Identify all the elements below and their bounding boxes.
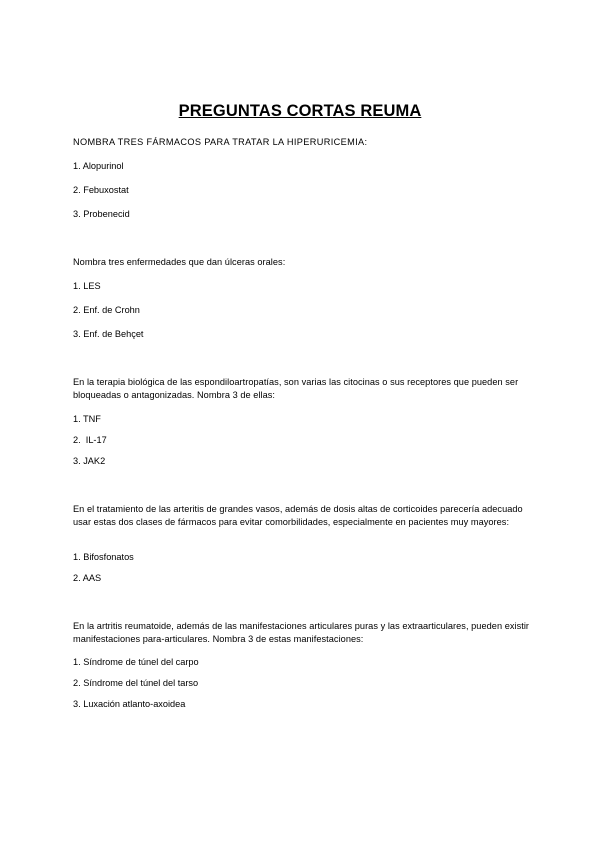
answer-text: 2. Síndrome del túnel del tarso: [73, 678, 199, 688]
answer-text: 3. Luxación atlanto-axoidea: [73, 699, 186, 709]
answer-text: 2. AAS: [73, 573, 102, 583]
answer-item: [73, 656, 533, 669]
answer-item: [73, 698, 533, 711]
question-block-3: [73, 376, 533, 402]
answer-item: [73, 413, 533, 426]
answer-text: 3. Probenecid: [73, 209, 130, 219]
answer-item: [73, 208, 533, 221]
answer-item: [73, 304, 533, 317]
answer-item: [73, 455, 533, 468]
answer-item: [73, 328, 533, 341]
page-title: PREGUNTAS CORTAS REUMA: [178, 102, 422, 120]
answer-item: [73, 677, 533, 690]
question-text: En la artritis reumatoide, además de las manifestaciones articulares puras y las extraarticulares, pueden existir manifestaciones para-articulares. Nombra 3 de estas manifestaciones:: [73, 621, 530, 644]
answer-item: [73, 551, 533, 564]
answer-text: 2. Enf. de Crohn: [73, 305, 140, 315]
answer-text: 1. Bifosfonatos: [73, 552, 134, 562]
question-block-5: [73, 620, 533, 646]
question-block-1: [73, 136, 533, 149]
question-text: Nombra tres enfermedades que dan úlceras orales:: [73, 257, 286, 267]
answer-text: 1. Síndrome de túnel del carpo: [73, 657, 199, 667]
answer-item: [73, 572, 533, 585]
answer-item: [73, 160, 533, 173]
answer-text: 3. Enf. de Behçet: [73, 329, 144, 339]
answer-text: 3. JAK2: [73, 456, 106, 466]
answer-item: [73, 184, 533, 197]
answer-text: 1. Alopurinol: [73, 161, 124, 171]
answer-item: [73, 280, 533, 293]
question-block-2: [73, 256, 533, 269]
answer-text: 2. IL-17: [73, 435, 107, 445]
question-text: En el tratamiento de las arteritis de grandes vasos, además de dosis altas de corticoides parecería adecuado usar estas dos clases de fármacos para evitar comorbilidades, especialmente en pacientes muy mayores:: [73, 504, 523, 527]
answer-item: [73, 434, 533, 447]
question-text: En la terapia biológica de las espondiloartropatías, son varias las citocinas o sus receptores que pueden ser bloqueadas o antagonizadas. Nombra 3 de ellas:: [73, 377, 519, 400]
answer-text: 2. Febuxostat: [73, 185, 129, 195]
question-block-4: [73, 503, 533, 529]
answer-text: 1. TNF: [73, 414, 101, 424]
answer-text: 1. LES: [73, 281, 101, 291]
question-text: NOMBRA TRES FÁRMACOS PARA TRATAR LA HIPERURICEMIA:: [73, 137, 368, 147]
